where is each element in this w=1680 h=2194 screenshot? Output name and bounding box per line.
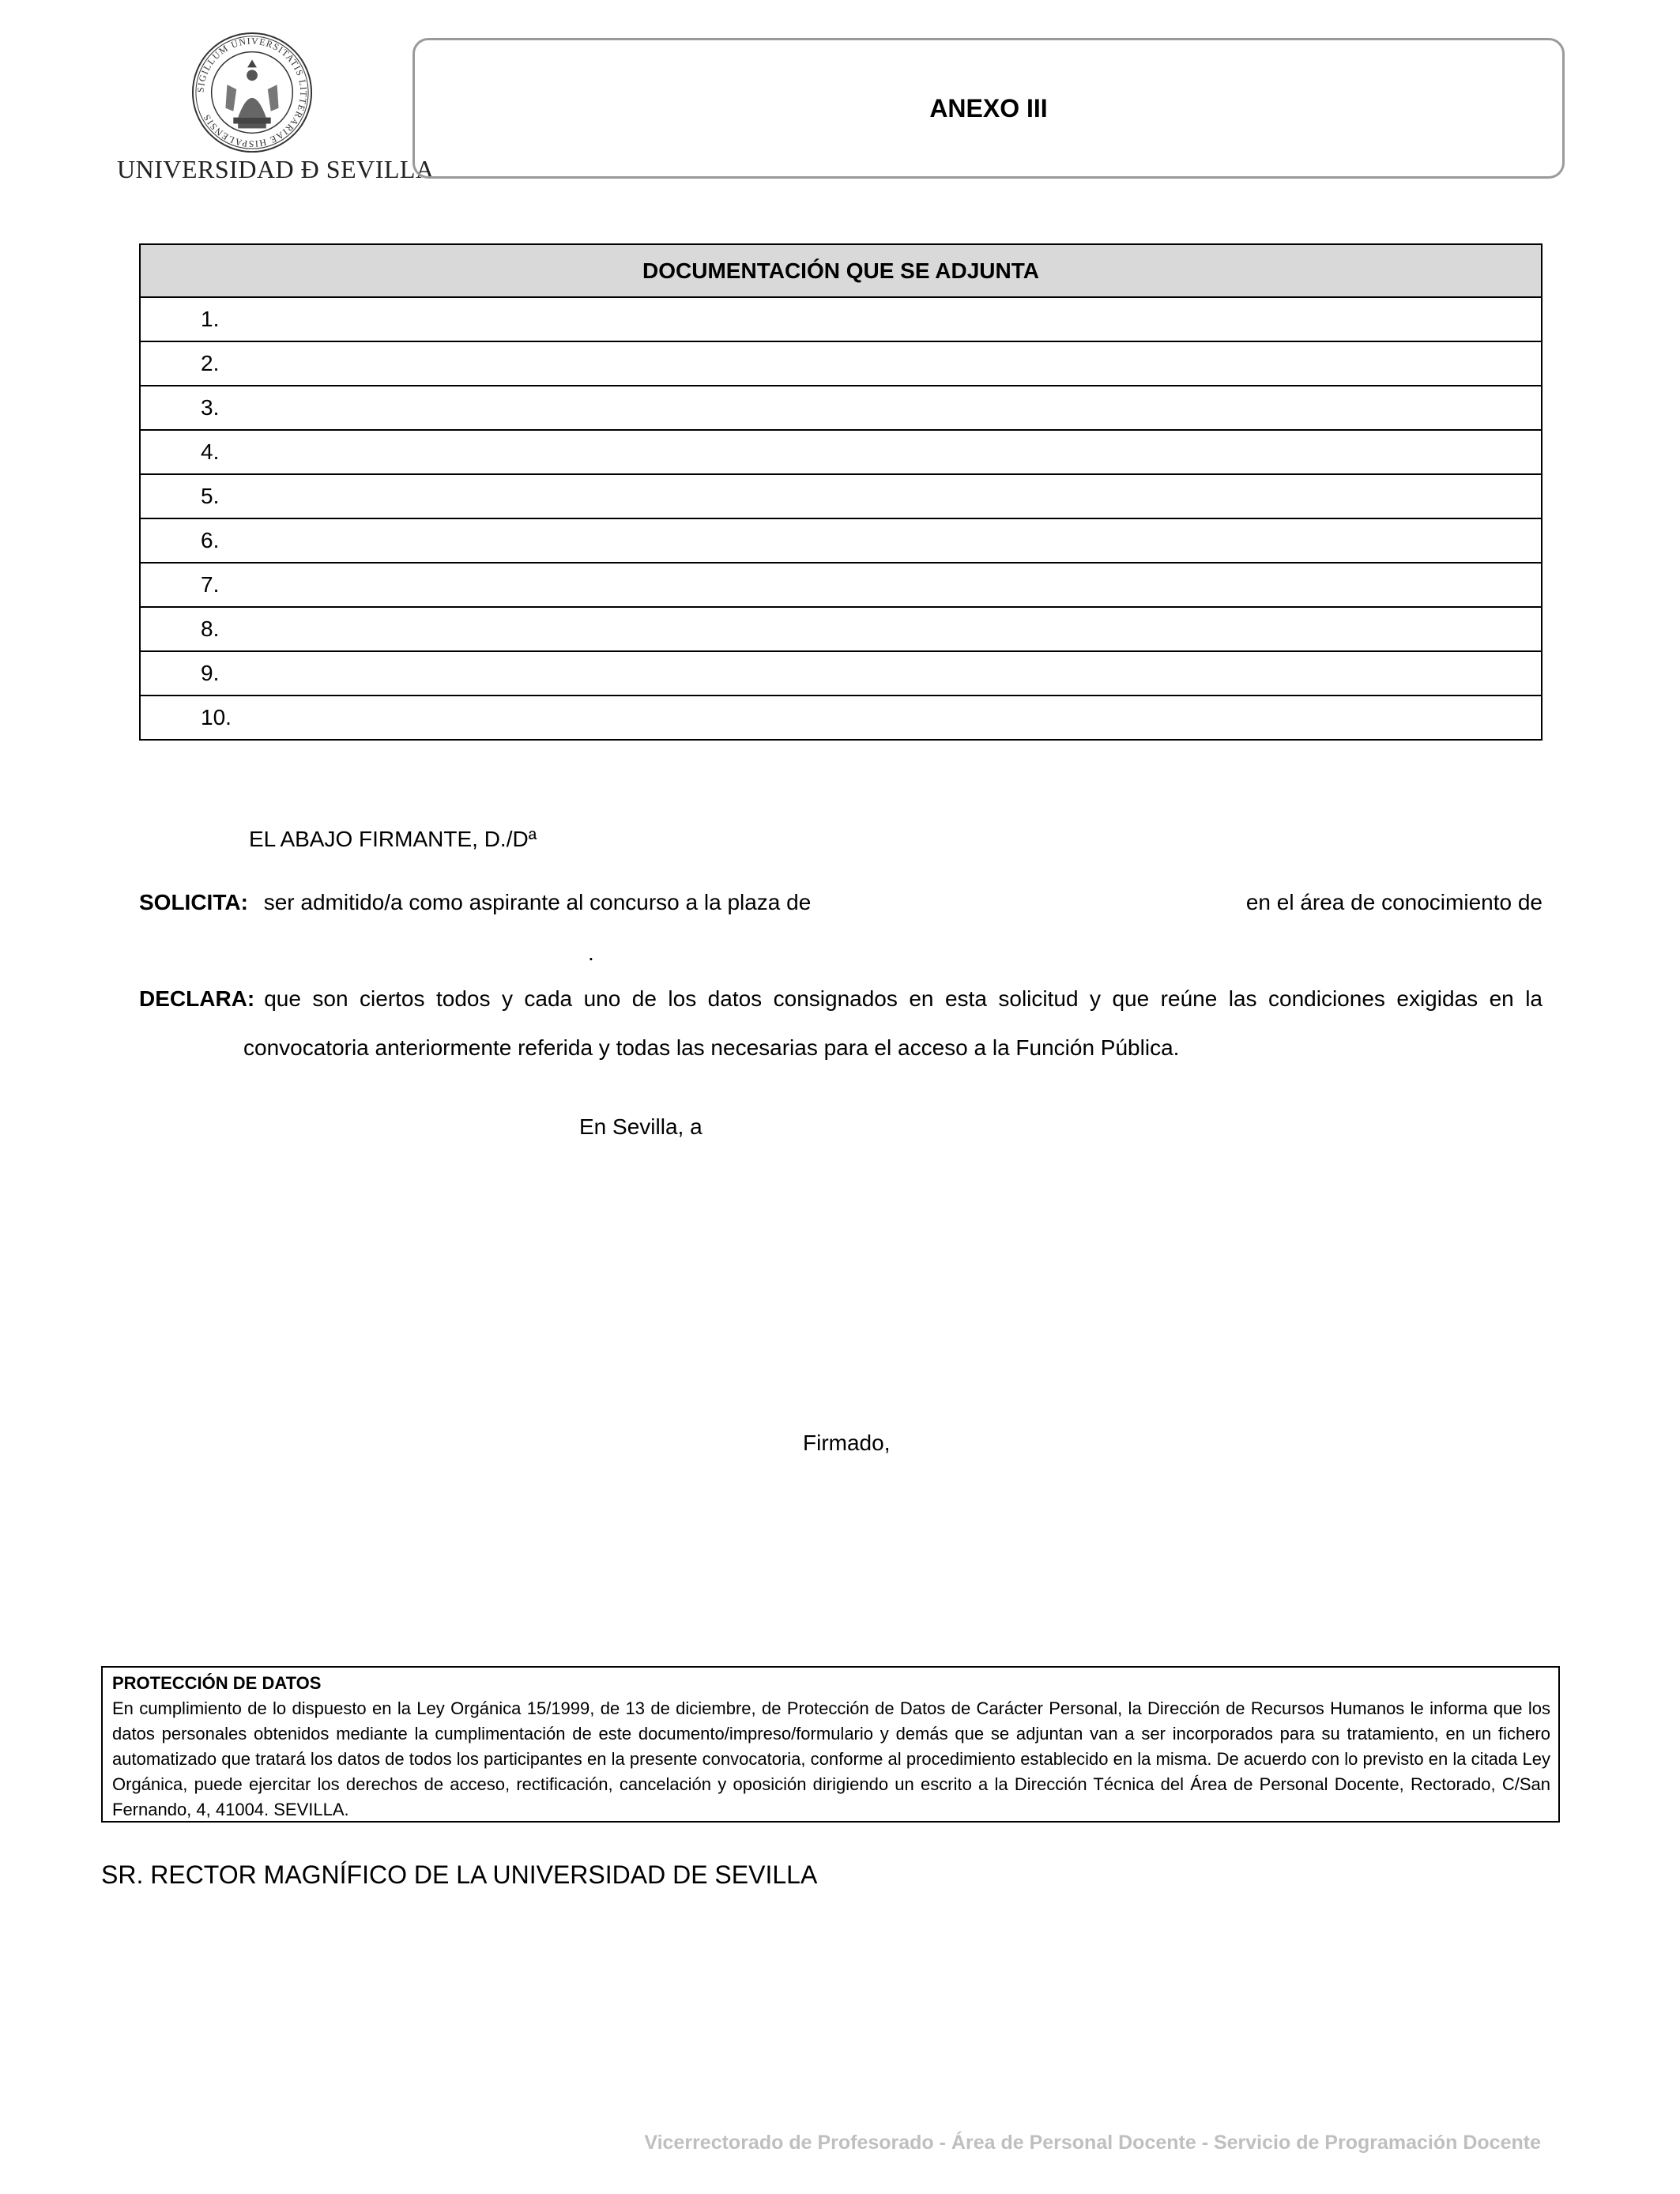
documentation-row	[140, 563, 1542, 607]
documentation-row-label[interactable]: 3.	[140, 386, 1542, 430]
documentation-row	[140, 430, 1542, 474]
declara-paragraph	[139, 986, 1543, 1012]
documentation-row-label[interactable]: 2.	[140, 341, 1542, 386]
documentation-row	[140, 651, 1542, 696]
documentation-row	[140, 696, 1542, 740]
data-protection-title: PROTECCIÓN DE DATOS	[112, 1673, 322, 1693]
data-protection-box	[101, 1666, 1560, 1823]
documentation-row	[140, 518, 1542, 563]
solicita-paragraph	[139, 890, 1543, 915]
declara-text-line2: convocatoria anteriormente referida y todas las necesarias para el acceso a la Función Pública.	[243, 1035, 1180, 1060]
university-seal-logo	[190, 30, 315, 155]
signatory-label: EL ABAJO FIRMANTE, D./Dª	[249, 827, 537, 851]
declara-text-line1: que son ciertos todos y cada uno de los datos consignados en esta solicitud y que reúne las condiciones exigidas en la	[264, 986, 1543, 1011]
page-title: ANEXO III	[929, 93, 1048, 123]
university-logo-text: UNIVERSIDAD Ð SEVILLA	[117, 155, 435, 183]
documentation-table	[139, 243, 1543, 741]
documentation-row-label[interactable]: 1.	[140, 297, 1542, 341]
data-protection-body: En cumplimiento de lo dispuesto en la Ley Orgánica 15/1999, de 13 de diciembre, de Protección de Datos de Carácter Personal, la Dirección de Recursos Humanos le informa que los datos personales obtenidos mediante la cumplimentación de este documento/impreso/formulario y demás que se adjuntan van a ser incorporados para su tratamiento, en un fichero automatizado que tratará los datos de todos los participantes en la presente convocatoria, conforme al procedimiento establecido en la misma. De acuerdo con lo previsto en la citada Ley Orgánica, puede ejercitar los derechos de acceso, rectificación, cancelación y oposición dirigiendo un escrito a la Dirección Técnica del Área de Personal Docente, Rectorado, C/San Fernando, 4, 41004. SEVILLA.	[112, 1698, 1550, 1819]
solicita-end: .	[588, 941, 594, 965]
documentation-row	[140, 386, 1542, 430]
solicita-area-text: en el área de conocimiento de	[1245, 890, 1543, 914]
solicita-label: SOLICITA:	[139, 890, 248, 914]
title-box	[412, 38, 1565, 179]
signature-label: Firmado,	[803, 1431, 891, 1455]
declara-label: DECLARA:	[139, 986, 255, 1011]
documentation-row	[140, 474, 1542, 518]
documentation-table-header: DOCUMENTACIÓN QUE SE ADJUNTA	[140, 244, 1542, 297]
documentation-row-label[interactable]: 8.	[140, 607, 1542, 651]
documentation-row-label[interactable]: 7.	[140, 563, 1542, 607]
place-date: En Sevilla, a	[579, 1114, 703, 1139]
documentation-row-label[interactable]: 9.	[140, 651, 1542, 696]
documentation-row-label[interactable]: 10.	[140, 696, 1542, 740]
documentation-row	[140, 607, 1542, 651]
documentation-row-label[interactable]: 6.	[140, 518, 1542, 563]
documentation-row	[140, 297, 1542, 341]
page-footer: Vicerrectorado de Profesorado - Área de Personal Docente - Servicio de Programación Docente	[644, 2132, 1541, 2154]
solicita-text: ser admitido/a como aspirante al concurso a la plaza de	[263, 890, 812, 914]
documentation-row-label[interactable]: 4.	[140, 430, 1542, 474]
svg-text:SIGILLUM UNIVERSITATIS LITTERA: SIGILLUM UNIVERSITATIS LITTERARIAE HISPALENSIS	[194, 35, 310, 150]
addressee: SR. RECTOR MAGNÍFICO DE LA UNIVERSIDAD DE SEVILLA	[101, 1860, 818, 1889]
documentation-row	[140, 341, 1542, 386]
documentation-row-label[interactable]: 5.	[140, 474, 1542, 518]
